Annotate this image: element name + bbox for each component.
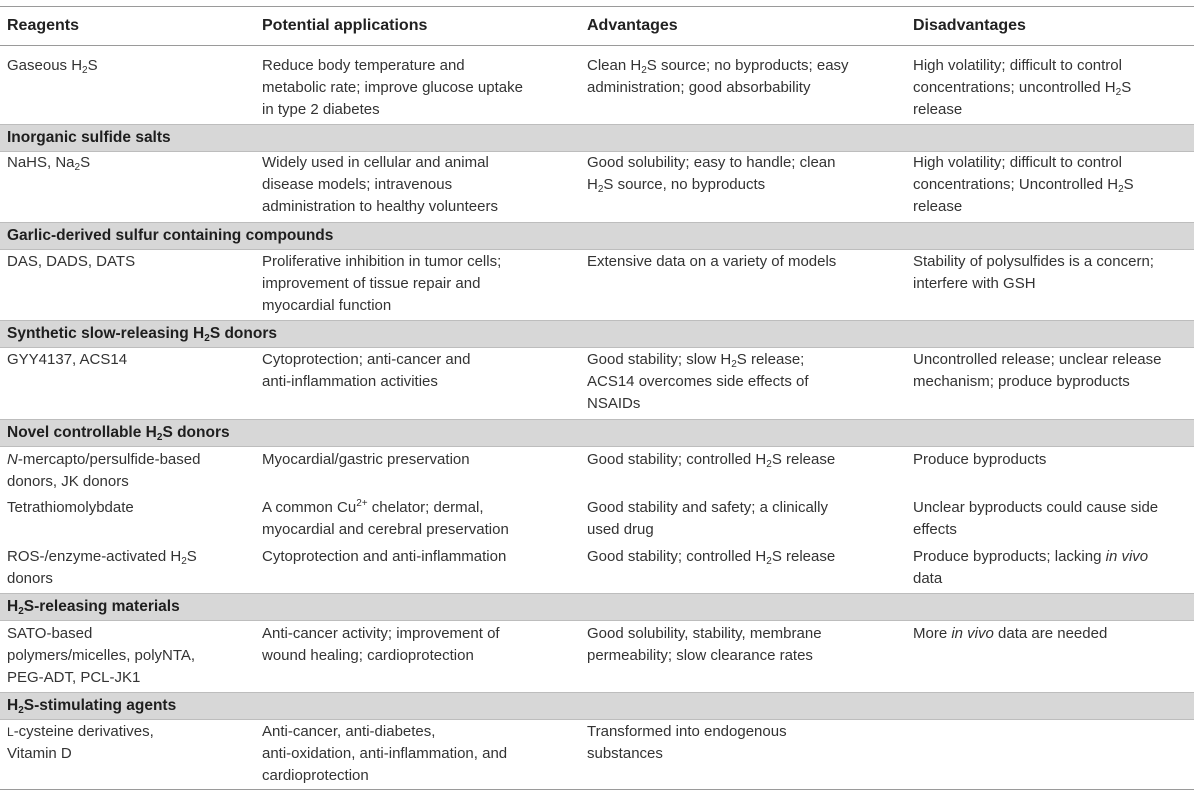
cell-line: myocardial and cerebral preservation <box>262 521 509 538</box>
cell-line: mechanism; produce byproducts <box>913 373 1130 390</box>
subscript: 2 <box>18 606 24 617</box>
disadvantages-cell <box>913 349 1188 393</box>
cell-line: Anti-cancer activity; improvement of <box>262 625 500 642</box>
cell-text: S release <box>771 548 836 565</box>
cell-line: effects <box>913 521 957 538</box>
advantages-cell <box>587 55 902 99</box>
subscript: 2 <box>1115 87 1122 98</box>
section-garlic <box>0 222 1194 250</box>
cell-text: chelator; dermal, <box>367 499 484 516</box>
subscript: 2 <box>641 65 647 76</box>
cell-line: Produce byproducts <box>913 451 1047 468</box>
cell-text: H <box>587 176 598 193</box>
small-caps-text: L <box>7 725 14 739</box>
reagent-text: NaHS, Na <box>7 154 75 171</box>
table-header <box>0 7 1194 46</box>
applications-cell <box>262 623 572 667</box>
cell-line: SATO-based <box>7 625 93 642</box>
cell-text: S source, no byproducts <box>603 176 766 193</box>
cell-line: anti-oxidation, anti-inflammation, and <box>262 745 508 762</box>
header-disadvantages: Disadvantages <box>913 17 1026 34</box>
cell-line: Good solubility; easy to handle; clean <box>587 154 836 171</box>
cell-line: Widely used in cellular and animal <box>262 154 489 171</box>
applications-cell <box>262 449 572 471</box>
section-title-text: S donors <box>162 424 230 441</box>
subscript: 2 <box>204 333 210 344</box>
cell-text: S <box>1121 79 1132 96</box>
cell-line: Good solubility, stability, membrane <box>587 625 822 642</box>
cell-line: Reduce body temperature and <box>262 57 465 74</box>
cell-text: A common Cu <box>262 499 357 516</box>
disadvantages-cell <box>913 497 1188 541</box>
cell-line: Uncontrolled release; unclear release <box>913 351 1162 368</box>
cell-line: donors, JK donors <box>7 473 129 490</box>
reagent-text: S <box>80 154 91 171</box>
applications-cell <box>262 55 572 121</box>
cell-line: cardioprotection <box>262 767 369 784</box>
applications-cell <box>262 497 572 541</box>
cell-text: concentrations; Uncontrolled H <box>913 176 1119 193</box>
cell-line: wound healing; cardioprotection <box>262 647 474 664</box>
cell-line: donors <box>7 570 53 587</box>
applications-cell <box>262 349 572 393</box>
subscript: 2 <box>1118 184 1124 195</box>
header-reagents: Reagents <box>7 17 80 34</box>
cell-text: Good stability; controlled H <box>587 451 767 468</box>
subscript: 2 <box>156 432 163 443</box>
advantages-cell <box>587 623 902 667</box>
cell-text: -cysteine derivatives, <box>13 723 154 740</box>
reagent-cell <box>7 449 247 493</box>
italic-text: in vivo <box>1105 548 1149 565</box>
section-title-text: S-releasing materials <box>23 598 180 615</box>
section-inorganic <box>0 124 1194 152</box>
section-title-text: Synthetic slow-releasing H <box>7 325 205 342</box>
cell-text: S <box>186 548 197 565</box>
cell-line: PEG-ADT, PCL-JK1 <box>7 669 141 686</box>
cell-line: Cytoprotection; anti-cancer and <box>262 351 471 368</box>
reagent-text: S <box>87 57 98 74</box>
cell-line: metabolic rate; improve glucose uptake <box>262 79 523 96</box>
advantages-cell <box>587 449 902 471</box>
advantages-cell <box>587 251 902 273</box>
cell-line: Stability of polysulfides is a concern; <box>913 253 1154 270</box>
disadvantages-cell <box>913 55 1188 121</box>
italic-text: N <box>7 451 18 468</box>
applications-cell <box>262 251 572 317</box>
advantages-cell <box>587 497 902 541</box>
applications-cell <box>262 152 572 218</box>
section-title <box>7 697 176 715</box>
cell-text: data are needed <box>993 625 1108 642</box>
section-title-text: Novel controllable H <box>7 424 157 441</box>
subscript: 2 <box>766 556 772 567</box>
cell-line: release <box>913 198 963 215</box>
cell-text: S release; <box>736 351 805 368</box>
disadvantages-cell <box>913 152 1188 218</box>
cell-line: Proliferative inhibition in tumor cells; <box>262 253 502 270</box>
cell-line: administration; good absorbability <box>587 79 811 96</box>
cell-line: release <box>913 101 963 118</box>
cell-line: High volatility; difficult to control <box>913 154 1122 171</box>
advantages-cell <box>587 152 902 196</box>
reagent-cell <box>7 152 247 174</box>
section-novel <box>0 419 1194 447</box>
subscript: 2 <box>181 556 187 567</box>
cell-line: anti-inflammation activities <box>262 373 438 390</box>
cell-text: S release <box>771 451 836 468</box>
cell-line: NSAIDs <box>587 395 641 412</box>
cell-line: data <box>913 570 943 587</box>
subscript: 2 <box>74 162 81 173</box>
section-synthetic <box>0 320 1194 348</box>
section-title <box>7 598 180 616</box>
cell-line: disease models; intravenous <box>262 176 453 193</box>
cell-line: Vitamin D <box>7 745 72 762</box>
cell-line: DAS, DADS, DATS <box>7 253 136 270</box>
cell-line: Transformed into endogenous <box>587 723 787 740</box>
reagent-cell <box>7 497 247 519</box>
reagent-cell <box>7 546 247 590</box>
cell-line: interfere with GSH <box>913 275 1036 292</box>
cell-line: used drug <box>587 521 654 538</box>
subscript: 2 <box>597 184 604 195</box>
cell-line: High volatility; difficult to control <box>913 57 1122 74</box>
section-title-text: S-stimulating agents <box>23 697 177 714</box>
subscript: 2 <box>766 459 772 470</box>
subscript: 2 <box>82 65 88 76</box>
cell-text: -mercapto/persulfide-based <box>17 451 201 468</box>
header-applications: Potential applications <box>262 17 428 34</box>
disadvantages-cell <box>913 623 1188 645</box>
applications-cell <box>262 721 572 787</box>
cell-line: Tetrathiomolybdate <box>7 499 134 516</box>
cell-line: GYY4137, ACS14 <box>7 351 128 368</box>
cell-line: polymers/micelles, polyNTA, <box>7 647 196 664</box>
disadvantages-cell <box>913 251 1188 295</box>
cell-line: ACS14 overcomes side effects of <box>587 373 809 390</box>
cell-line: Unclear byproducts could cause side <box>913 499 1159 516</box>
cell-line: permeability; slow clearance rates <box>587 647 813 664</box>
cell-line: Extensive data on a variety of models <box>587 253 837 270</box>
cell-line: improvement of tissue repair and <box>262 275 481 292</box>
section-title-text: S donors <box>209 325 277 342</box>
bottom-rule <box>0 789 1194 790</box>
section-title: Garlic-derived sulfur containing compounds <box>7 227 334 244</box>
reagent-cell <box>7 349 247 371</box>
advantages-cell <box>587 721 902 765</box>
section-title <box>7 424 230 442</box>
cell-text: Good stability; controlled H <box>587 548 767 565</box>
advantages-cell <box>587 546 902 568</box>
cell-text: S source; no byproducts; easy <box>646 57 849 74</box>
superscript: 2+ <box>356 498 368 509</box>
cell-line: Cytoprotection and anti-inflammation <box>262 548 507 565</box>
cell-line: administration to healthy volunteers <box>262 198 498 215</box>
cell-line: Good stability and safety; a clinically <box>587 499 828 516</box>
cell-line: substances <box>587 745 663 762</box>
cell-text: Clean H <box>587 57 642 74</box>
section-title-text: H <box>7 598 19 615</box>
subscript: 2 <box>731 359 737 370</box>
applications-cell <box>262 546 572 568</box>
cell-text: More <box>913 625 952 642</box>
reagent-text: Gaseous H <box>7 57 83 74</box>
reagent-cell <box>7 623 247 689</box>
reagent-cell <box>7 55 247 77</box>
cell-text: concentrations; uncontrolled H <box>913 79 1116 96</box>
section-title-text: H <box>7 697 19 714</box>
reagent-cell <box>7 251 247 273</box>
cell-line: Myocardial/gastric preservation <box>262 451 470 468</box>
section-title <box>7 325 277 343</box>
advantages-cell <box>587 349 902 415</box>
disadvantages-cell <box>913 449 1188 471</box>
cell-line: myocardial function <box>262 297 392 314</box>
disadvantages-cell <box>913 546 1188 590</box>
cell-text: Good stability; slow H <box>587 351 732 368</box>
header-advantages: Advantages <box>587 17 678 34</box>
section-stimulating <box>0 692 1194 720</box>
section-materials <box>0 593 1194 621</box>
subscript: 2 <box>18 705 24 716</box>
cell-line: in type 2 diabetes <box>262 101 380 118</box>
section-title: Inorganic sulfide salts <box>7 129 171 146</box>
cell-text: ROS-/enzyme-activated H <box>7 548 182 565</box>
cell-line: Anti-cancer, anti-diabetes, <box>262 723 436 740</box>
cell-text: S <box>1123 176 1134 193</box>
italic-text: in vivo <box>951 625 994 642</box>
cell-text: Produce byproducts; lacking <box>913 548 1106 565</box>
reagent-cell <box>7 721 247 765</box>
